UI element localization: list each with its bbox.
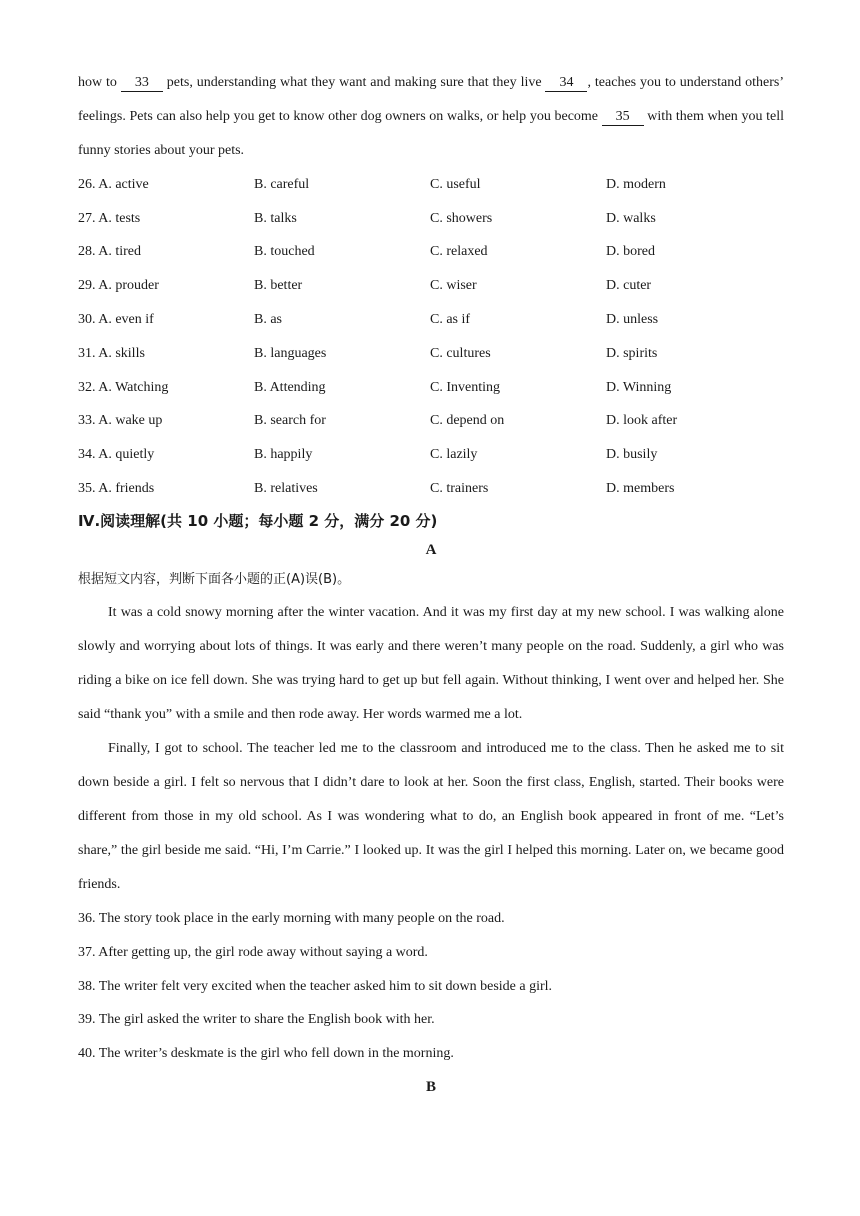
- question-38: 38. The writer felt very excited when the teacher asked him to sit down beside a girl.: [78, 978, 553, 994]
- option-row: [78, 405, 784, 439]
- question-39: 39. The girl asked the writer to share the English book with her.: [78, 1012, 435, 1028]
- option-b: B. happily: [254, 447, 313, 463]
- option-b: B. touched: [254, 244, 315, 260]
- option-d: D. bored: [606, 244, 655, 260]
- reading-paragraph-2: Finally, I got to school. The teacher led me to the classroom and introduced me to the class. Then he asked me to sit down beside a girl. I felt so nervous that I didn’t dare to look at her. Soon the first class, English, started. Their books were different from those in my old school. As I was wondering what to do, an English book appeared in front of me. “Let’s share,” the girl beside me said. “Hi, I’m Carrie.” I looked up. It was the girl I helped this morning. Later on, we became good friends.: [78, 740, 784, 892]
- cloze-passage-end: [78, 66, 784, 168]
- option-b: B. as: [254, 312, 282, 328]
- option-c: C. as if: [430, 312, 471, 328]
- option-a: 34. A. quietly: [78, 447, 155, 463]
- option-c: C. useful: [430, 176, 481, 192]
- option-row: [78, 337, 784, 371]
- option-a: 29. A. prouder: [78, 278, 159, 294]
- option-a: 26. A. active: [78, 176, 149, 192]
- blank-34: 34: [545, 75, 587, 92]
- option-d: D. Winning: [606, 379, 672, 395]
- options-list: [78, 168, 784, 506]
- blank-33: 33: [121, 75, 163, 92]
- option-b: B. languages: [254, 345, 327, 361]
- option-a: 33. A. wake up: [78, 413, 163, 429]
- passage-text: , teaches you to understand others’ feelings. Pets can also help you get to know other dog owners on walks, or help you become: [78, 75, 784, 124]
- question-40: 40. The writer’s deskmate is the girl who fell down in the morning.: [78, 1046, 454, 1062]
- option-c: C. showers: [430, 210, 493, 226]
- reading-paragraph-1: It was a cold snowy morning after the winter vacation. And it was my first day at my new school. I was walking alone slowly and worrying about lots of things. It was early and there weren’t many people on the road. Suddenly, a girl who was riding a bike on ice fell down. She was trying hard to get up but fell again. Without thinking, I went over and helped her. She said “thank you” with a smile and then rode away. Her words warmed me a lot.: [78, 604, 784, 722]
- option-row: [78, 236, 784, 270]
- option-d: D. spirits: [606, 345, 658, 361]
- option-a: 27. A. tests: [78, 210, 141, 226]
- option-row: [78, 168, 784, 202]
- option-c: C. relaxed: [430, 244, 488, 260]
- part-b-heading: B: [425, 1078, 436, 1095]
- option-d: D. walks: [606, 210, 656, 226]
- option-c: C. lazily: [430, 447, 478, 463]
- option-row: [78, 202, 784, 236]
- option-a: 28. A. tired: [78, 244, 141, 260]
- option-c: C. Inventing: [430, 379, 500, 395]
- option-c: C. cultures: [430, 345, 491, 361]
- option-row: [78, 269, 784, 303]
- option-b: B. careful: [254, 176, 310, 192]
- passage-text: how to: [78, 75, 121, 90]
- instruction-text: 根据短文内容，判断下面各小题的正(A)误(B)。: [78, 571, 351, 587]
- option-row: [78, 371, 784, 405]
- option-a: 32. A. Watching: [78, 379, 169, 395]
- question-37: 37. After getting up, the girl rode away without saying a word.: [78, 944, 428, 960]
- section-title: Ⅳ.阅读理解(共 10 小题；每小题 2 分，满分 20 分): [78, 511, 438, 530]
- option-c: C. wiser: [430, 278, 477, 294]
- option-d: D. unless: [606, 312, 659, 328]
- option-d: D. cuter: [606, 278, 652, 294]
- option-d: D. members: [606, 481, 675, 497]
- option-c: C. depend on: [430, 413, 505, 429]
- part-a-heading: A: [425, 541, 437, 558]
- blank-35: 35: [602, 109, 644, 126]
- option-b: B. Attending: [254, 379, 326, 395]
- option-d: D. modern: [606, 176, 666, 192]
- option-d: D. look after: [606, 413, 678, 429]
- option-b: B. search for: [254, 413, 326, 429]
- question-36: 36. The story took place in the early morning with many people on the road.: [78, 910, 505, 926]
- option-row: [78, 303, 784, 337]
- option-b: B. relatives: [254, 481, 318, 497]
- document-page: [78, 66, 784, 1101]
- passage-text: with them when you tell funny stories about your pets.: [78, 109, 784, 158]
- option-a: 35. A. friends: [78, 481, 155, 497]
- option-row: [78, 438, 784, 472]
- questions-list: [78, 902, 784, 1071]
- option-a: 31. A. skills: [78, 345, 145, 361]
- option-d: D. busily: [606, 447, 658, 463]
- passage-text: pets, understanding what they want and making sure that they live: [162, 75, 546, 90]
- option-b: B. better: [254, 278, 303, 294]
- option-b: B. talks: [254, 210, 297, 226]
- option-c: C. trainers: [430, 481, 489, 497]
- option-a: 30. A. even if: [78, 312, 154, 328]
- option-row: [78, 472, 784, 506]
